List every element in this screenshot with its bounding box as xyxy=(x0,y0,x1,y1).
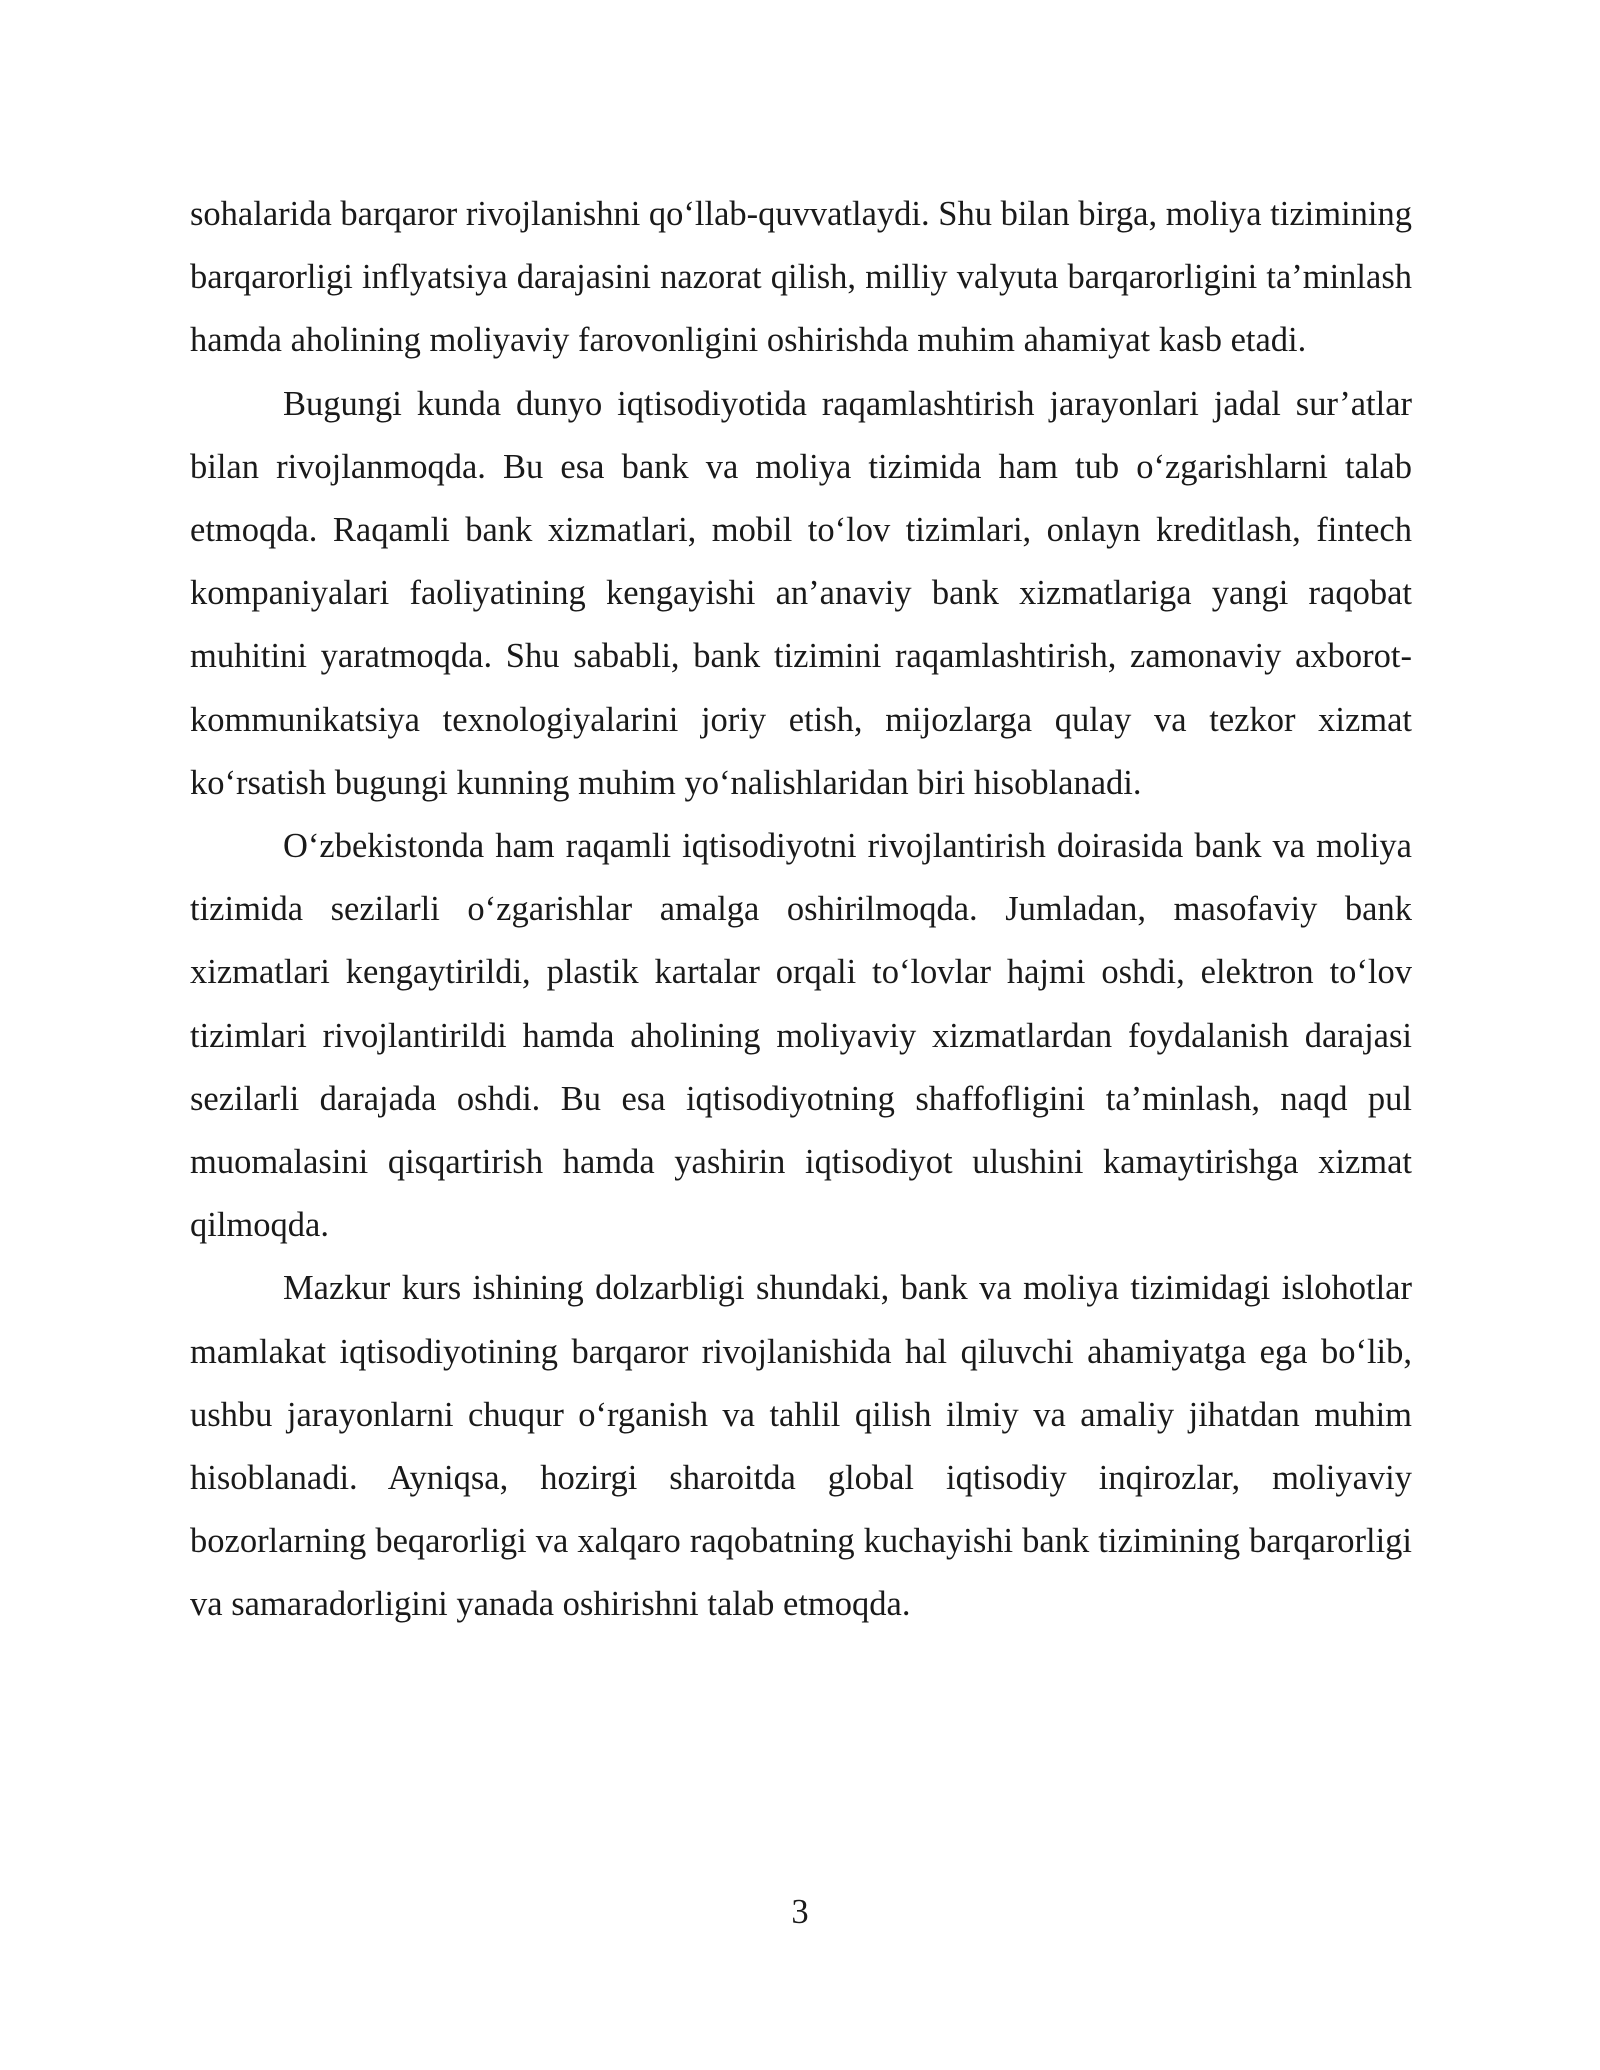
page-number: 3 xyxy=(791,1893,809,1931)
body-text xyxy=(190,183,1412,1637)
paragraph-uzbekistan: O‘zbekistonda ham raqamli iqtisodiyotni rivojlantirish doirasida bank va moliya tizimida sezilarli o‘zgarishlar amalga oshirilmoqda. Jumladan, masofaviy bank xizmatlari kengaytirildi, plastik kartalar orqali to‘lovlar hajmi oshdi, elektron to‘lov tizimlari rivojlantirildi hamda aholining moliyaviy xizmatlardan foydalanish darajasi sezilarli darajada oshdi. Bu esa iqtisodiyotning shaffofligini ta’minlash, naqd pul muomalasini qisqartirish hamda yashirin iqtisodiyot ulushini kamaytirishga xizmat qilmoqda. xyxy=(190,827,1412,1245)
paragraph-relevance: Mazkur kurs ishining dolzarbligi shundaki, bank va moliya tizimidagi islohotlar mamlakat iqtisodiyotining barqaror rivojlanishida hal qiluvchi ahamiyatga ega bo‘lib, ushbu jarayonlarni chuqur o‘rganish va tahlil qilish ilmiy va amaliy jihatdan muhim hisoblanadi. Ayniqsa, hozirgi sharoitda global iqtisodiy inqirozlar, moliyaviy bozorlarning beqarorligi va xalqaro raqobatning kuchayishi bank tizimining barqarorligi va samaradorligini yanada oshirishni talab etmoqda. xyxy=(190,1269,1412,1624)
paragraph-continued: sohalarida barqaror rivojlanishni qo‘llab-quvvatlaydi. Shu bilan birga, moliya tizimining barqarorligi inflyatsiya darajasini nazorat qilish, milliy valyuta barqarorligini ta’minlash hamda aholining moliyaviy farovonligini oshirishda muhim ahamiyat kasb etadi. xyxy=(190,195,1412,360)
paragraph-digitalization: Bugungi kunda dunyo iqtisodiyotida raqamlashtirish jarayonlari jadal sur’atlar bilan rivojlanmoqda. Bu esa bank va moliya tizimida ham tub o‘zgarishlarni talab etmoqda. Raqamli bank xizmatlari, mobil to‘lov tizimlari, onlayn kreditlash, fintech kompaniyalari faoliyatining kengayishi an’anaviy bank xizmatlariga yangi raqobat muhitini yaratmoqda. Shu sababli, bank tizimini raqamlashtirish, zamonaviy axborot-kommunikatsiya texnologiyalarini joriy etish, mijozlarga qulay va tezkor xizmat ko‘rsatish bugungi kunning muhim yo‘nalishlaridan biri hisoblanadi. xyxy=(190,384,1412,802)
